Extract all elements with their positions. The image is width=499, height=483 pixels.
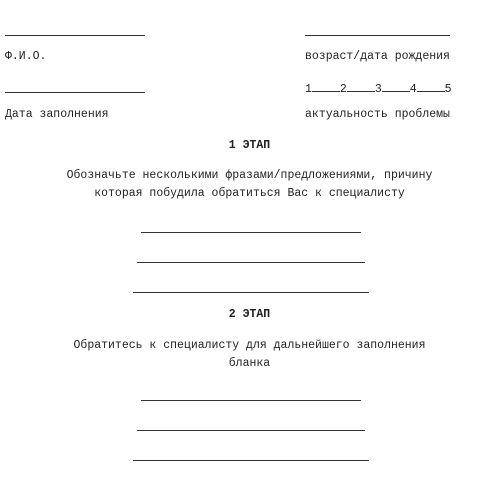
stage2-title: 2 ЭТАП [228, 308, 271, 321]
stage2-text-line2: бланка [228, 357, 271, 370]
scale-3[interactable]: 3 [374, 83, 382, 96]
fio-label: Ф.И.О. [5, 50, 47, 63]
stage2-text [0, 337, 499, 373]
stage1-title: 1 ЭТАП [228, 139, 271, 152]
scale-2[interactable]: 2 [339, 83, 347, 96]
date-blank-line[interactable] [5, 92, 145, 93]
stage1-answer-line-1[interactable] [141, 232, 361, 233]
scale-blank [312, 80, 340, 92]
stage2-answer-line-3[interactable] [133, 460, 369, 461]
age-blank-line[interactable] [305, 35, 450, 36]
date-label: Дата заполнения [5, 108, 109, 121]
stage1-text [0, 167, 499, 203]
stage2-answer-line-2[interactable] [137, 430, 365, 431]
scale-blank [382, 80, 410, 92]
urgency-label: актуальность проблемы [305, 108, 450, 121]
scale-4[interactable]: 4 [409, 83, 417, 96]
fio-blank-line[interactable] [5, 35, 145, 36]
scale-blank [347, 80, 375, 92]
stage2-answer-line-1[interactable] [141, 400, 361, 401]
scale-5[interactable]: 5 [444, 83, 452, 96]
scale-1[interactable]: 1 [305, 83, 312, 96]
stage1-text-line1: Обозначьте несколькими фразами/предложениями, причину [66, 169, 433, 182]
urgency-scale[interactable] [305, 80, 452, 96]
scale-blank [417, 80, 445, 92]
stage1-answer-line-2[interactable] [137, 262, 365, 263]
stage1-text-line2: которая побудила обратиться Вас к специалисту [94, 187, 405, 200]
stage1-answer-line-3[interactable] [133, 292, 369, 293]
stage2-text-line1: Обратитесь к специалисту для дальнейшего заполнения [73, 339, 426, 352]
age-label: возраст/дата рождения [305, 50, 450, 63]
